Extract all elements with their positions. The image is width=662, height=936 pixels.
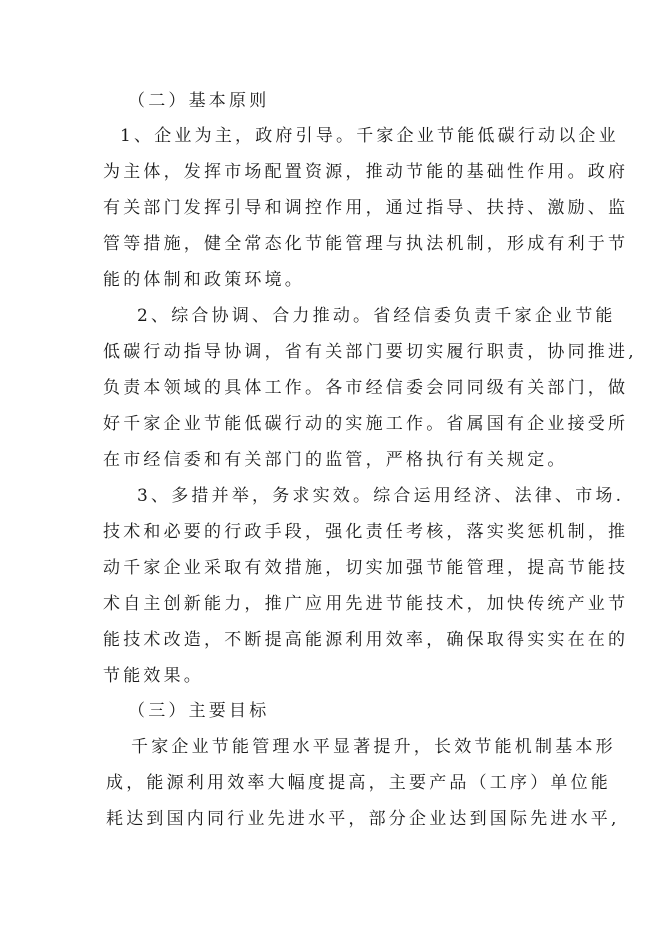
paragraph-2-line-2: 低碳行动指导协调，省有关部门要切实履行职责，协同推进, [103,342,637,362]
paragraph-3-line-2: 技术和必要的行政手段，强化责任考核，落实奖惩机制，推 [103,522,629,542]
paragraph-1-line-4: 管等措施，健全常态化节能管理与执法机制，形成有利于节 [103,234,629,254]
paragraph-1-line-5: 能的体制和政策环境。 [103,270,305,290]
paragraph-2-line-3: 负责本领域的具体工作。各市经信委会同同级有关部门，做 [103,378,629,398]
paragraph-3-line-4: 术自主创新能力，推广应用先进节能技术，加快传统产业节 [103,594,629,614]
paragraph-4-line-3: 耗达到国内同行业先进水平，部分企业达到国际先进水平, [106,809,620,829]
paragraph-1-line-2: 为主体，发挥市场配置资源，推动节能的基础性作用。政府 [103,162,629,182]
paragraph-4-line-1: 千家企业节能管理水平显著提升，长效节能机制基本形 [131,737,616,757]
paragraph-1-line-1: 1、企业为主，政府引导。千家企业节能低碳行动以企业 [120,126,619,146]
paragraph-1-line-3: 有关部门发挥引导和调控作用，通过指导、扶持、激励、监 [103,198,629,218]
paragraph-3-line-5: 能技术改造，不断提高能源利用效率，确保取得实实在在的 [103,630,629,650]
section-heading-main-targets: （三）主要目标 [128,701,270,721]
paragraph-4-line-2: 成，能源利用效率大幅度提高，主要产品（工序）单位能 [106,773,611,793]
paragraph-2-line-1: 2、综合协调、合力推动。省经信委负责千家企业节能 [137,306,616,326]
paragraph-2-line-4: 好千家企业节能低碳行动的实施工作。省属国有企业接受所 [103,414,629,434]
paragraph-3-line-6: 节能效果。 [103,666,204,686]
paragraph-3-line-3: 动千家企业采取有效措施，切实加强节能管理，提高节能技 [103,558,629,578]
paragraph-2-line-5: 在市经信委和有关部门的监管，严格执行有关规定。 [103,450,568,470]
section-heading-basic-principles: （二）基本原则 [128,91,270,111]
paragraph-3-line-1: 3、多措并举，务求实效。综合运用经济、法律、市场. [137,486,625,506]
